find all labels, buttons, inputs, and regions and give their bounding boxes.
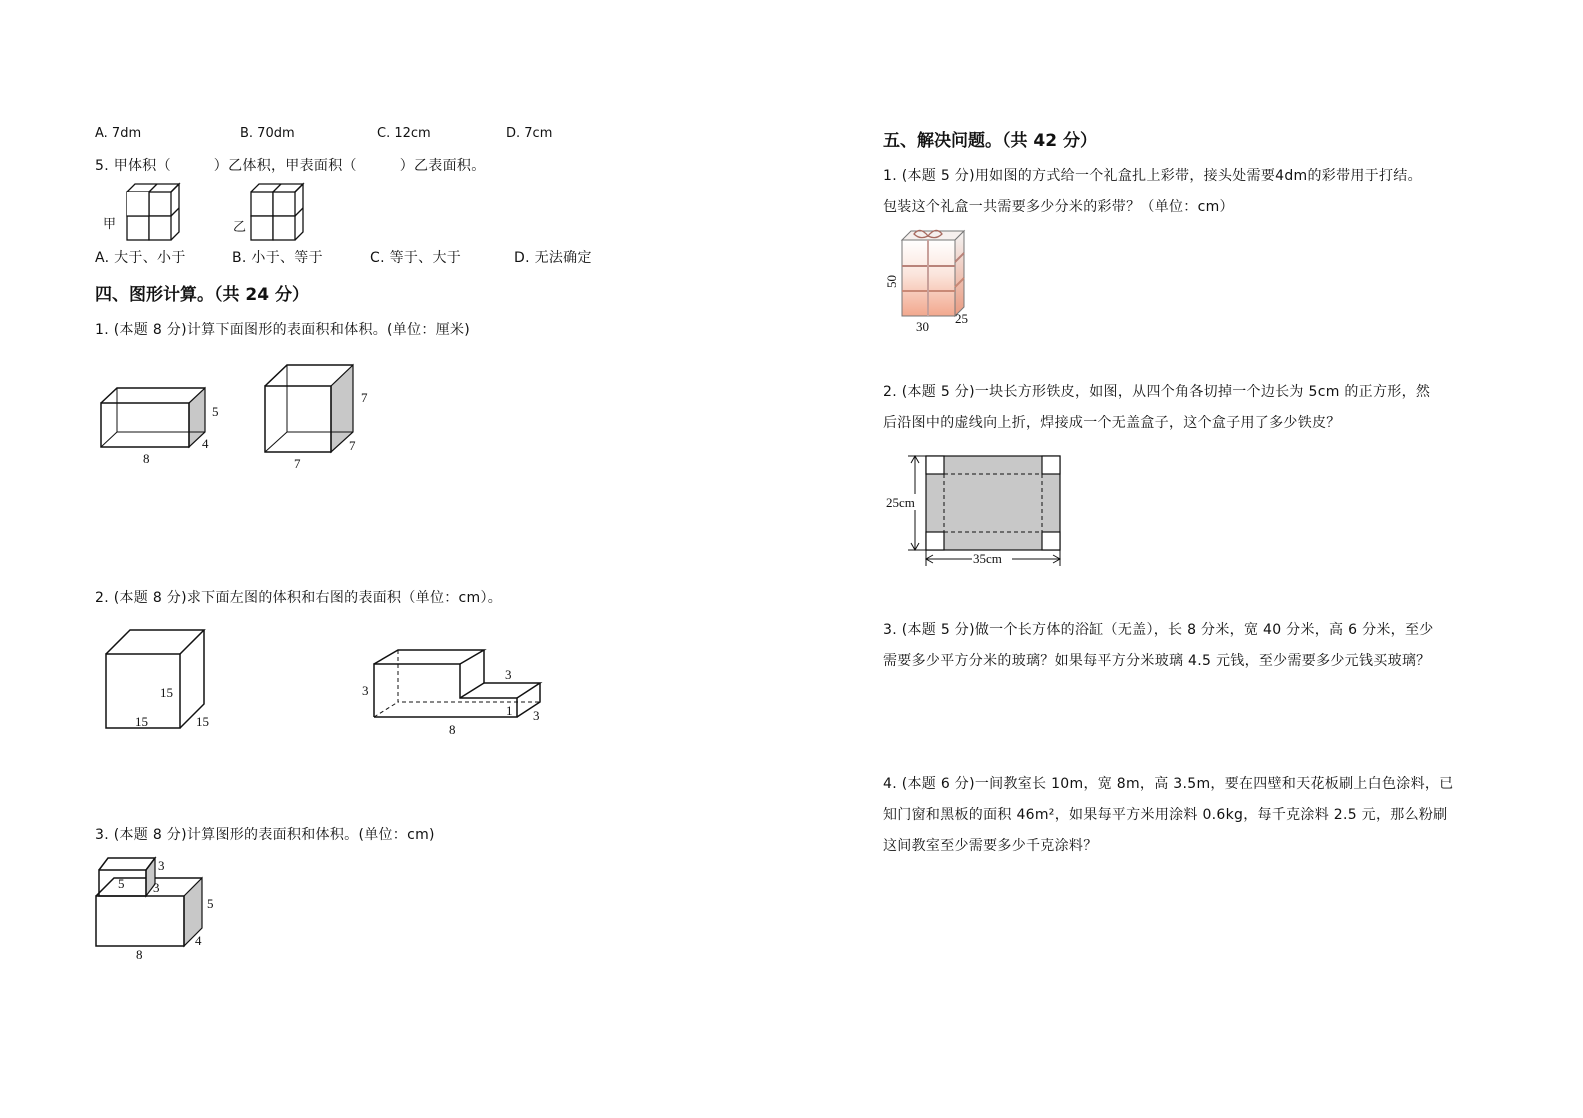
s4-q3-small-length-label: 5 [118,876,125,891]
s4-q2-fig2-top-step-label: 3 [505,667,512,682]
s4-q3-small-height-label: 3 [158,858,165,873]
s4-q2-text: 2. (本题 8 分)求下面左图的体积和右图的表面积（单位：cm）。 [95,590,503,606]
s4-q2-fig2-left-height-label: 3 [362,683,369,698]
s5-q1-line-2: 包装这个礼盒一共需要多少分米的彩带？（单位：cm） [883,199,1234,215]
s4-q2-fig2-depth-label: 3 [533,708,540,723]
s5-q2-line-2: 后沿图中的虚线向上折，焊接成一个无盖盒子，这个盒子用了多少铁皮？ [883,415,1341,431]
s5-q4-line-2: 知门窗和黑板的面积 46m²，如果每平方米用涂料 0.6kg，每千克涂料 2.5 元，那么粉刷 [883,807,1448,823]
section-5-heading: 五、解决问题。（共 42 分） [883,131,1097,151]
s4-q1-fig1-height-label: 5 [212,404,219,419]
s5-q1-width-label: 25 [955,311,968,326]
q5-label-yi: 乙 [233,220,247,235]
s4-q2-fig2-length-label: 8 [449,722,456,737]
s4-q3-big-height-label: 5 [207,896,214,911]
s4-q1-fig1-width-label: 4 [202,436,209,451]
s4-q1-fig2-length-label: 7 [294,456,301,471]
q4-option-a: A. 7dm [95,126,142,141]
q5-option-b: B. 小于、等于 [232,250,323,266]
q4-option-b: B. 70dm [240,126,295,141]
s4-q3-big-width-label: 4 [195,933,202,948]
s4-q2-fig1-height-label: 15 [160,685,173,700]
q5-option-d: D. 无法确定 [514,250,592,266]
q5-option-a: A. 大于、小于 [95,250,186,266]
q5-question: 5. 甲体积（ ）乙体积，甲表面积（ ）乙表面积。 [95,158,486,174]
s4-q3-big-length-label: 8 [136,947,143,962]
q4-option-c: C. 12cm [377,126,431,141]
s5-q1-length-label: 30 [916,319,929,334]
q5-option-c: C. 等于、大于 [370,250,462,266]
s4-q2-fig2-step-label: 1 [506,703,513,718]
q5-label-jia: 甲 [103,217,117,232]
s5-q2-width-label: 35cm [973,551,1002,566]
s4-q1-text: 1. (本题 8 分)计算下面图形的表面积和体积。(单位：厘米) [95,322,471,338]
s5-q1-line-1: 1. (本题 5 分)用如图的方式给一个礼盒扎上彩带，接头处需要4dm的彩带用于打结。 [883,168,1422,184]
s4-q1-fig2-height-label: 7 [361,390,368,405]
s5-q2-height-label: 25cm [886,495,915,510]
q4-option-d: D. 7cm [506,126,553,141]
s4-q2-fig1-length-label: 15 [135,714,148,729]
s5-q3-line-2: 需要多少平方分米的玻璃？如果每平方分米玻璃 4.5 元钱，至少需要多少元钱买玻璃？ [883,653,1431,669]
section-4-heading: 四、图形计算。（共 24 分） [95,285,309,305]
s4-q1-fig2-width-label: 7 [349,438,356,453]
s4-q3-text: 3. (本题 8 分)计算图形的表面积和体积。(单位：cm) [95,827,435,843]
s5-q1-height-label: 50 [884,275,899,288]
s4-q3-small-width-label: 3 [153,880,160,895]
s5-q4-line-1: 4. (本题 6 分)一间教室长 10m，宽 8m，高 3.5m，要在四壁和天花板刷上白色涂料，已 [883,776,1454,792]
s4-q1-fig1-length-label: 8 [143,451,150,466]
s5-q4-line-3: 这间教室至少需要多少千克涂料？ [883,838,1098,854]
s5-q2-line-1: 2. (本题 5 分)一块长方形铁皮，如图，从四个角各切掉一个边长为 5cm 的正方形，然 [883,384,1431,400]
s4-q2-fig1-width-label: 15 [196,714,209,729]
s5-q3-line-1: 3. (本题 5 分)做一个长方体的浴缸（无盖），长 8 分米，宽 40 分米，高 6 分米，至少 [883,622,1434,638]
